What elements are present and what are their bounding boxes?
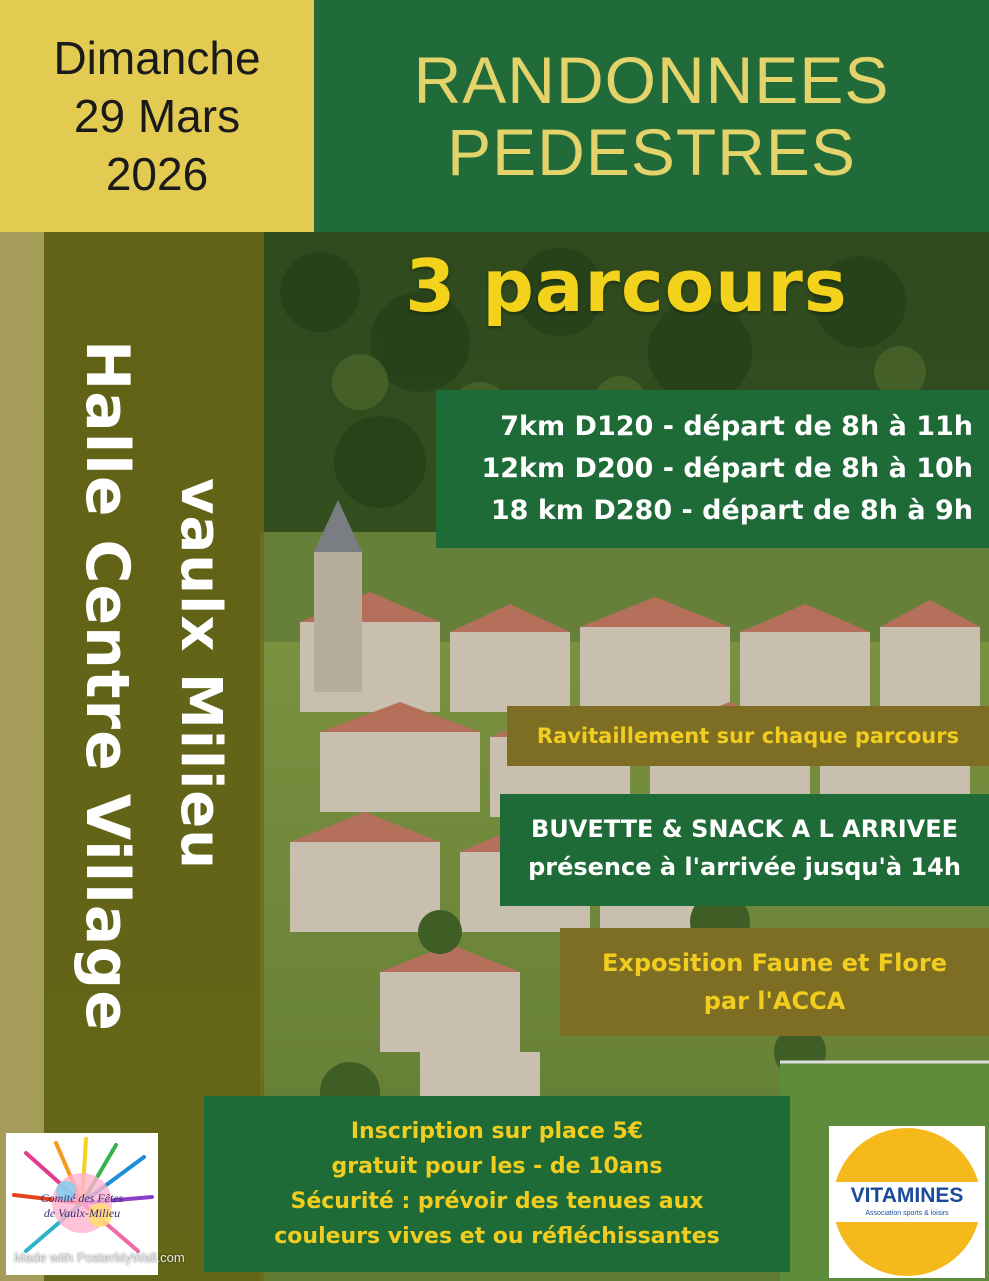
route-7km: 7km D120 - départ de 8h à 11h — [500, 411, 973, 442]
security-line-1: Sécurité : prévoir des tenues aux — [290, 1189, 704, 1214]
inscription-box — [204, 1096, 790, 1272]
buvette-title: BUVETTE & SNACK A L ARRIVEE — [531, 815, 958, 843]
route-18km: 18 km D280 - départ de 8h à 9h — [490, 495, 973, 526]
date-day: Dimanche — [53, 32, 261, 84]
buvette-box — [500, 794, 989, 906]
watermark: Made with PosterMyWall.com — [14, 1250, 185, 1265]
event-title-box — [314, 0, 989, 232]
venue-name: Halle Centre Village — [72, 340, 142, 1032]
inscription-price: Inscription sur place 5€ — [350, 1119, 644, 1144]
date-month: 29 Mars — [73, 90, 241, 142]
vitamines-name: VITAMINES — [850, 1184, 964, 1207]
exposition-organizer: par l'ACCA — [703, 987, 846, 1015]
ravitaillement-box — [507, 706, 989, 766]
logo-text-line-2: de Vaulx-Milieu — [43, 1206, 121, 1220]
date-year: 2026 — [105, 148, 209, 200]
security-line-2: couleurs vives et ou réfléchissantes — [274, 1224, 720, 1249]
logo-text-line-1: Comité des Fêtes — [40, 1191, 124, 1205]
left-strip-light — [0, 232, 44, 1281]
vitamines-logo — [829, 1126, 985, 1278]
title-line-2: PEDESTRES — [447, 115, 856, 189]
routes-box — [436, 390, 989, 548]
date-box — [0, 0, 314, 232]
exposition-box — [560, 928, 989, 1036]
town-name: vaulx Milieu — [168, 478, 233, 871]
routes-headline: 3 parcours — [405, 244, 848, 328]
route-12km: 12km D200 - départ de 8h à 10h — [481, 453, 973, 484]
exposition-title: Exposition Faune et Flore — [602, 949, 947, 977]
vitamines-subtitle: Association sports & loisirs — [865, 1210, 949, 1217]
title-line-1: RANDONNEES — [413, 43, 890, 117]
ravitaillement-text: Ravitaillement sur chaque parcours — [536, 724, 960, 748]
buvette-hours: présence à l'arrivée jusqu'à 14h — [528, 853, 961, 881]
inscription-free: gratuit pour les - de 10ans — [331, 1154, 663, 1179]
